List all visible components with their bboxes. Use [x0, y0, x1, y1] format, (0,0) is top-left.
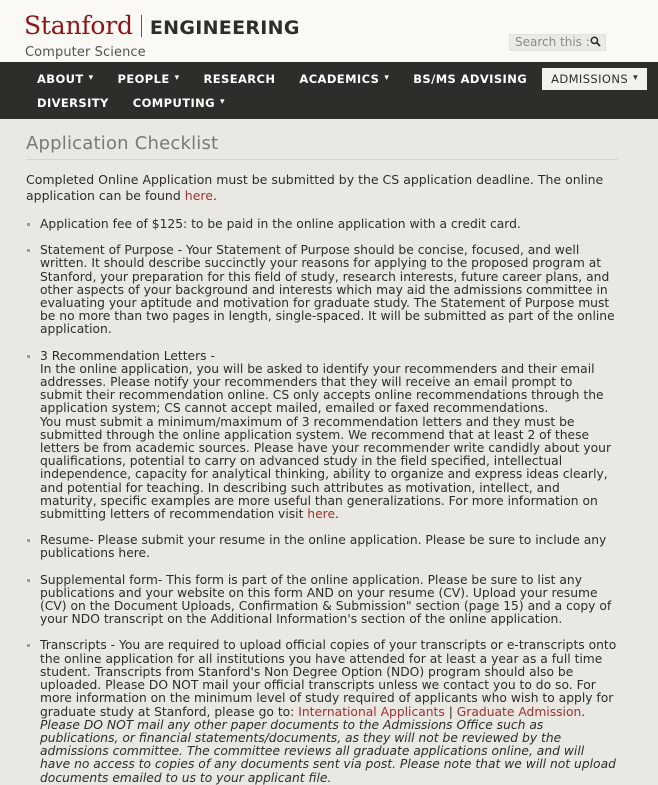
chevron-down-icon: ▾ [174, 72, 180, 83]
nav-label: COMPUTING [132, 96, 215, 110]
main-navigation [0, 62, 658, 119]
nav-item-admissions[interactable] [542, 68, 647, 90]
checklist [26, 218, 618, 785]
nav-item-people[interactable] [109, 68, 189, 90]
checklist-item-transcripts [26, 639, 618, 784]
nav-label: PEOPLE [117, 72, 170, 86]
nav-label: ABOUT [37, 72, 84, 86]
recommendation-paragraph-1: In the online application, you will be asked to identify your recommenders and their email addresses. Please notify your recommenders that they will receive an email prompt to submit their recommendation online. CS only accepts online recommendations through the application system; CS cannot accept mailed, emailed or faxed recommendations. [40, 361, 604, 416]
nav-item-about[interactable] [28, 68, 103, 90]
brand-engineering-wordmark: ENGINEERING [149, 17, 300, 39]
letters-of-recommendation-link[interactable]: here [307, 507, 336, 522]
transcripts-text [40, 639, 618, 718]
search-box[interactable] [509, 34, 606, 51]
nav-item-computing[interactable] [124, 92, 234, 114]
chevron-down-icon: ▾ [633, 72, 638, 83]
nav-label: DIVERSITY [37, 96, 109, 110]
nav-label: ACADEMICS [299, 72, 380, 86]
checklist-item-application-fee [26, 218, 618, 231]
intro-paragraph [26, 172, 618, 204]
nav-item-research[interactable] [195, 68, 285, 90]
checklist-item-statement-of-purpose [26, 244, 618, 336]
statement-of-purpose-text: Statement of Purpose - Your Statement of Purpose should be concise, focused, and well written. It should describe succinctly your reasons for applying to the proposed program at Stanford, your preparation for this field of study, research interests, future career plans, and other aspects of your background and interests which may aid the admissions committee in evaluating your aptitude and motivation for graduate study. The Statement of Purpose must be no more than two pages in length, single-spaced. It will be submitted as part of the online application. [40, 243, 615, 337]
transcripts-link-end: . [581, 704, 586, 719]
supplemental-form-text: Supplemental form- This form is part of the online application. Please be sure to list any publications and your website on this form AND on your resume (CV). Upload your resume (CV) on the Document Uploads, Confirmation & Submission" section (page 15) and a copy of your NDO transcript on the Additional Information's section of the online application. [40, 572, 612, 627]
brand-divider [141, 15, 142, 37]
nav-list [0, 67, 658, 115]
graduate-admission-link[interactable]: Graduate Admission [456, 704, 582, 719]
chevron-down-icon: ▾ [88, 72, 94, 83]
search-submit-button[interactable] [589, 35, 602, 50]
nav-item-bs-ms-advising[interactable] [404, 68, 536, 90]
recommendation-text-before: You must submit a minimum/maximum of 3 recommendation letters and they must be submitted through the online application system. We recommend that at least 2 of these letters be from academic sources. Please have your recommender write candidly about your qualifications, potential to carry on advanced study in the field specified, intellectual independence, capacity for analytical thinking, ability to organize and express ideas clearly, and potential for teaching. In describing such attributes as motivation, intellect, and maturity, specific examples are more useful than generalizations. For more information on submitting letters of recommendation visit [40, 414, 612, 522]
intro-text-before: Completed Online Application must be submitted by the CS application deadline. The online application can be found [26, 172, 604, 203]
recommendation-heading: 3 Recommendation Letters - [40, 348, 215, 363]
international-applicants-link[interactable]: International Applicants [298, 704, 445, 719]
application-fee-text: Application fee of $125: to be paid in the online application with a credit card. [40, 217, 521, 231]
nav-label: RESEARCH [203, 72, 276, 86]
online-application-link[interactable]: here [184, 188, 213, 203]
recommendation-text-after: . [335, 507, 339, 522]
chevron-down-icon: ▾ [220, 96, 225, 107]
checklist-item-supplemental-form [26, 574, 618, 627]
page-title: Application Checklist [26, 133, 618, 160]
nav-item-diversity[interactable] [28, 92, 118, 114]
nav-label: BS/MS ADVISING [413, 72, 528, 86]
main-content [0, 119, 658, 785]
department-name: Computer Science [25, 45, 146, 60]
site-header [0, 0, 658, 62]
checklist-item-resume [26, 534, 618, 560]
checklist-item-recommendation-letters [26, 350, 618, 522]
chevron-down-icon: ▾ [384, 72, 390, 83]
resume-text: Resume- Please submit your resume in the online application. Please be sure to include any publications here. [40, 533, 607, 561]
brand-stanford-wordmark: Stanford [24, 11, 133, 40]
link-separator: | [444, 704, 457, 719]
search-input[interactable] [515, 35, 589, 50]
search-icon [590, 35, 601, 50]
recommendation-paragraph-2 [40, 416, 618, 522]
intro-text-after: . [212, 188, 217, 203]
transcripts-body: Transcripts - You are required to upload official copies of your transcripts or e-transcripts onto the online application for all institutions you have attended for at least a year as a full time student. Transcripts from Stanford's Non Degree Option (NDO) program should also be uploaded. Please DO NOT mail your official transcripts unless we contact you to do so. For more information on the minimum level of study required of applicants who wish to apply for graduate study at Stanford, please go to: [40, 638, 617, 719]
transcripts-italic-note: Please DO NOT mail any other paper documents to the Admissions Office such as publications, or financial statements/documents, as they will not be reviewed by the admissions committee. The committee reviews all graduate applications online, and will have no access to copies of any documents sent via post. Please note that we will not upload documents emailed to us to your applicant file. [40, 717, 616, 785]
nav-item-academics[interactable] [290, 68, 398, 90]
nav-label: ADMISSIONS [551, 72, 629, 86]
